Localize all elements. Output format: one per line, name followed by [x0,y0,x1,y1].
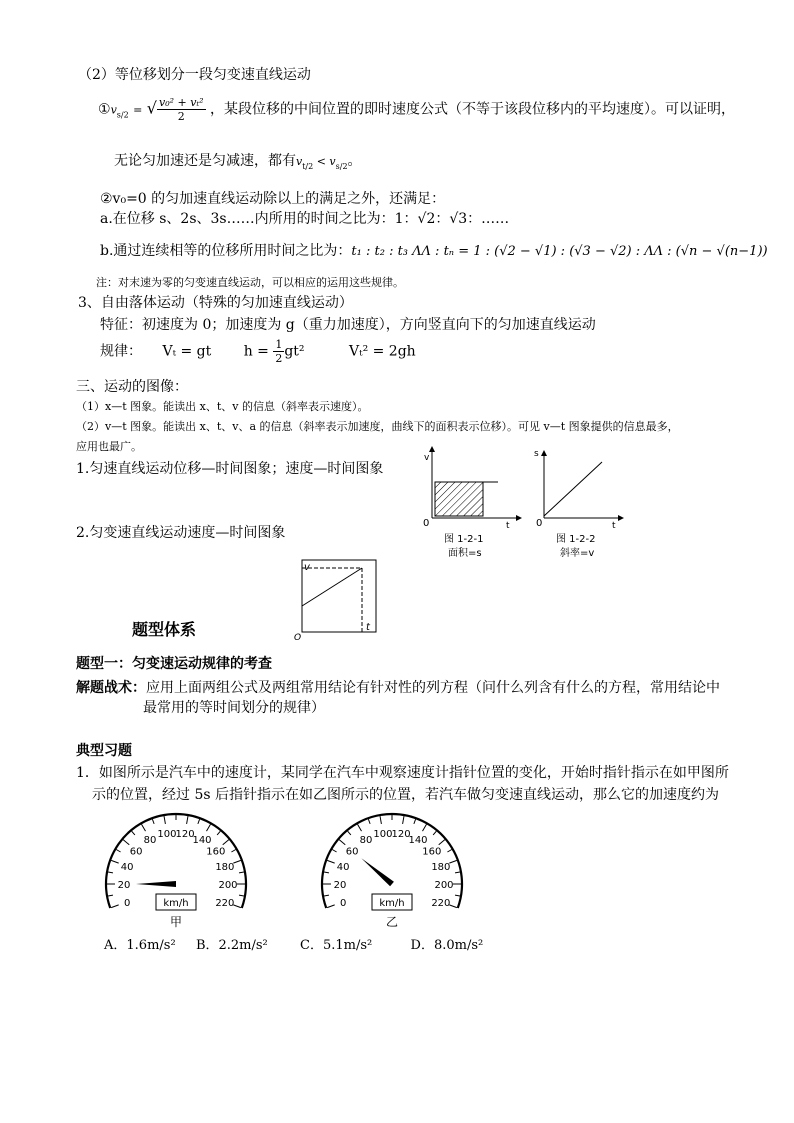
gauge-tick [449,860,457,863]
gauge-label: 甲 [169,915,183,929]
gauge-tick-label: 180 [215,862,235,874]
gauge-tick-label: 160 [422,846,442,858]
time-ratio-b: b.通过连续相等的位移所用时间之比为：t₁ : t₂ : t₃ ΛΛ : tₙ = 1 : (√2 − √1) : (√3 − √2) : ΛΛ : (√n − √(n−1)) [100,243,768,259]
gauge-tick [116,850,120,853]
graph-line-accelerated: 2.匀变速直线运动速度—时间图象 [76,525,286,541]
velocity-line [302,568,362,606]
gauge-tick [123,840,129,845]
gauge-tick [142,824,146,831]
gauge-tick [339,840,345,845]
gauge-tick [358,824,362,831]
option-b[interactable]: B．2.2m/s² [195,938,268,953]
gauge-tick [231,850,235,853]
gauge-tick [327,860,335,863]
fig3-y-label: v [304,562,310,573]
fig1-sub: 面积=s [448,548,482,559]
gauge-tick-label: 80 [143,834,157,846]
gauge-tick [380,816,381,824]
gauge-tick-label: 100 [373,828,393,840]
gauge-tick [455,872,460,873]
gauge-tick [327,905,335,908]
gauge-tick [132,831,135,835]
fig3-origin: O [294,633,302,642]
section-heading-free-fall: 3、自由落体运动（特殊的匀加速直线运动） [78,295,353,311]
shaded-area [435,482,483,516]
gauge-tick [164,816,165,824]
gauge-tick-label: 140 [408,834,428,846]
gauge-tick [433,831,436,835]
gauge-tick [187,816,188,824]
gauge-tick [403,816,404,824]
fig2-sub: 斜率=v [560,548,595,559]
gauge-tick [111,905,119,908]
gauge-needle [361,858,394,886]
gauge-tick-label: 200 [218,880,238,891]
fig2-caption: 图 1-2-2 [556,534,596,545]
gauge-tick-label: 100 [157,828,177,840]
gauge-tick [198,819,200,824]
gauge-tick-label: 60 [129,846,143,858]
gauge-tick [423,824,427,831]
gauge-tick [233,860,241,863]
fig1-caption: 图 1-2-1 [444,534,484,545]
gauge-tick [449,905,457,908]
graph-item-xt: （1）x—t 图象。能读出 x、t、v 的信息（斜率表示速度）。 [76,400,369,413]
fig1-x-label: t [506,521,510,531]
section-heading-graphs: 三、运动的图像： [76,379,188,395]
gauge-unit: km/h [379,898,405,909]
free-fall-feature: 特征：初速度为 0；加速度为 g（重力加速度），方向竖直向下的匀加速直线运动 [100,317,596,333]
gauge-tick [152,819,154,824]
gauge-tick-label: 120 [391,828,411,840]
gauge-tick [455,895,460,896]
gauge-tick [348,831,351,835]
tactic-line-1: 解题战术：应用上面两组公式及两组常用结论有针对性的列方程（问什么列含有什么的方程，常用结论中 [76,680,720,696]
gauge-tick-label: 20 [333,880,347,891]
option-a[interactable]: A．1.6m/s² [104,938,176,953]
gauge-tick-label: 20 [117,880,131,891]
gauge-tick [324,872,329,873]
plot-frame [302,560,376,632]
gauge-tick-label: 40 [120,862,134,874]
gauge-tick [447,850,451,853]
inequality-statement: 无论匀加速还是匀减速，都有$v_{t/2} < v_{s/2}$。 [114,153,362,171]
graph-item-vt-cont: 应用也最广。 [76,440,142,453]
gauge-tick [439,840,445,845]
option-c[interactable]: C．5.1m/s² [300,938,373,953]
gauge-tick-label: 200 [434,880,454,891]
speedometer-yi [312,812,472,930]
fig2-y-label: s [534,449,539,459]
gauge-needle [136,881,176,887]
free-fall-laws: 规律： Vₜ = gt h = $\frac{1}{2}$ gt² Vₜ² = 2gh [100,338,416,365]
fig2-origin: 0 [536,518,543,529]
gauge-tick-label: 60 [345,846,359,858]
fig2-x-label: t [612,521,616,531]
gauge-tick-label: 120 [175,828,195,840]
displacement-line [544,462,602,516]
graph-item-vt: （2）v—t 图象。能读出 x、t、v、a 的信息（斜率表示加速度，曲线下的面积表示位移）。可见 v—t 图象提供的信息最多， [76,420,679,433]
fig1-origin: 0 [423,518,430,529]
fig1-y-label: v [424,453,430,463]
gauge-tick-label: 0 [339,897,347,909]
question-type-1: 题型一：匀变速运动规律的考查 [76,656,272,672]
gauge-tick [233,905,241,908]
gauge-tick [111,860,119,863]
gauge-tick-label: 140 [192,834,212,846]
gauge-tick-label: 160 [206,846,226,858]
tactic-line-2: 最常用的等时间划分的规律） [143,700,325,716]
gauge-tick [239,895,244,896]
gauge-tick-label: 40 [336,862,350,874]
gauge-tick [368,819,370,824]
answer-options [104,934,483,953]
time-ratio-a: a.在位移 s、2s、3s……内所用的时间之比为：1：√2：√3：…… [100,211,510,227]
gauge-tick [217,831,220,835]
formula-mid-position-velocity: $①v_{s/2}$ = √ $\frac{\text{v₀² + vₜ²}}{2}$ ，某段位移的中间位置的即时速度公式（不等于该段位移内的平均速度）。可以证明， [98,96,736,123]
speedometer-jia [96,812,256,930]
gauge-tick [239,872,244,873]
figure-displacement-time-uniform [532,446,642,566]
item-marker: ① [98,101,111,118]
gauge-tick-label: 80 [359,834,373,846]
question-1-line-1: 1．如图所示是汽车中的速度计，某同学在汽车中观察速度计指针位置的变化，开始时指针指示在如甲图所 [76,765,729,781]
question-1-line-2: 示的位置，经过 5s 后指针指示在如乙图所示的位置，若汽车做匀变速直线运动，那么它的加速度约为 [92,787,719,803]
gauge-tick [108,895,113,896]
section-title-question-system: 题型体系 [132,620,197,639]
gauge-tick [332,850,336,853]
figure-velocity-time-accelerated [294,554,384,642]
gauge-tick [324,895,329,896]
gauge-tick-label: 220 [431,897,451,909]
zero-initial-velocity-line: ②v₀=0 的匀加速直线运动除以上的满足之外，还满足： [100,191,446,207]
gauge-tick [108,872,113,873]
gauge-label: 乙 [385,915,399,929]
gauge-tick [207,824,211,831]
gauge-tick [414,819,416,824]
gauge-tick-label: 220 [215,897,235,909]
exercise-heading: 典型习题 [76,743,132,759]
fig3-x-label: t [366,622,370,633]
figure-velocity-time-uniform [420,446,530,566]
gauge-tick-label: 0 [123,897,131,909]
option-d[interactable]: D．8.0m/s² [410,938,484,953]
note: 注：对末速为零的匀变速直线运动，可以相应的运用这些规律。 [96,276,404,289]
gauge-unit: km/h [163,898,189,909]
gauge-tick-label: 180 [431,862,451,874]
graph-line-uniform: 1.匀速直线运动位移—时间图象；速度—时间图象 [76,461,384,477]
section-heading-equal-displacement: （2）等位移划分一段匀变速直线运动 [78,67,311,83]
gauge-tick [223,840,229,845]
